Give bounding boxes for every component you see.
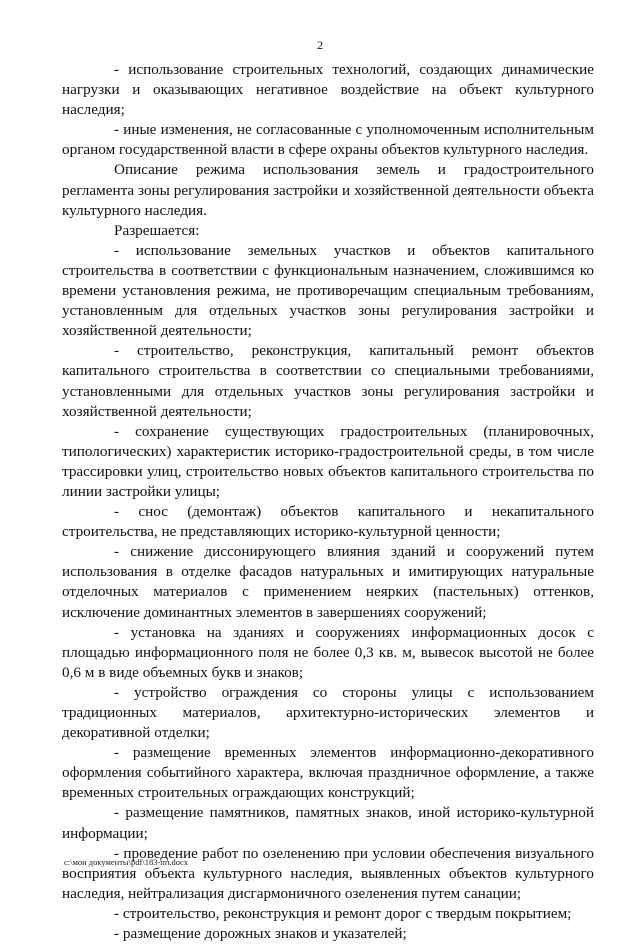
paragraph: - строительство, реконструкция и ремонт дорог с твердым покрытием; <box>114 904 572 922</box>
paragraph: - устройство ограждения со стороны улицы с использованием традиционных материалов, архитектурно-исторических элементов и декоративной отделки; <box>62 683 594 742</box>
document-body <box>62 60 594 944</box>
paragraph: - иные изменения, не согласованные с уполномоченным исполнительным органом государственной власти в сфере охраны объектов культурного наследия. <box>62 121 594 159</box>
allowed-heading: Разрешается: <box>114 221 200 239</box>
page-number: 2 <box>317 38 323 52</box>
paragraph: - установка на зданиях и сооружениях информационных досок с площадью информационного поля не более 0,3 кв. м, вывесок высотой не более 0,6 м в виде объемных букв и знаков; <box>62 623 594 681</box>
paragraph: - снос (демонтаж) объектов капитального и некапитального строительства, не представляющих историко-культурной ценности; <box>62 503 594 541</box>
paragraph: - проведение работ по озеленению при условии обеспечения визуального восприятия объекта культурного наследия, выявленных объектов культурного наследия, нейтрализация дисгармоничного озеленения путем санации; <box>62 844 594 902</box>
paragraph: - использование земельных участков и объектов капитального строительства в соответствии с функциональным назначением, сложившимся ко времени установления режима, не противоречащим специальным требованиям, установленным для отдельных участков зоны регулирования застройки и хозяйственной деятельности; <box>62 241 594 340</box>
paragraph: - использование строительных технологий, создающих динамические нагрузки и оказывающих негативное воздействие на объект культурного наследия; <box>62 61 594 119</box>
paragraph: - строительство, реконструкция, капитальный ремонт объектов капитального строительства в соответствии со специальными требованиями, установленными для отдельных участков зоны регулирования застройки и хозяйственной деятельности; <box>62 342 594 420</box>
paragraph: - размещение временных элементов информационно-декоративного оформления событийного характера, включая праздничное оформление, а также временных строительных ограждающих конструкций; <box>62 744 594 802</box>
footer-file-path: c:\мои документы\pdf\183-пп.docx <box>64 857 189 867</box>
paragraph: - сохранение существующих градостроительных (планировочных, типологических) характеристик историко-градостроительной среды, в том числе трассировки улиц, строительство новых объектов капитального строительства по линии застройки улицы; <box>62 422 594 500</box>
paragraph: - снижение диссонирующего влияния зданий и сооружений путем использования в отделке фасадов натуральных и имитирующих натуральные отделочных материалов с применением неярких (пастельных) оттенков, исключение доминантных элементов в завершениях сооружений; <box>62 543 594 621</box>
section-description: Описание режима использования земель и градостроительного регламента зоны регулирования застройки и хозяйственной деятельности объекта культурного наследия. <box>62 161 594 219</box>
paragraph: - размещение памятников, памятных знаков, иной историко-культурной информации; <box>62 804 594 842</box>
paragraph: - размещение дорожных знаков и указателей; <box>114 925 407 943</box>
